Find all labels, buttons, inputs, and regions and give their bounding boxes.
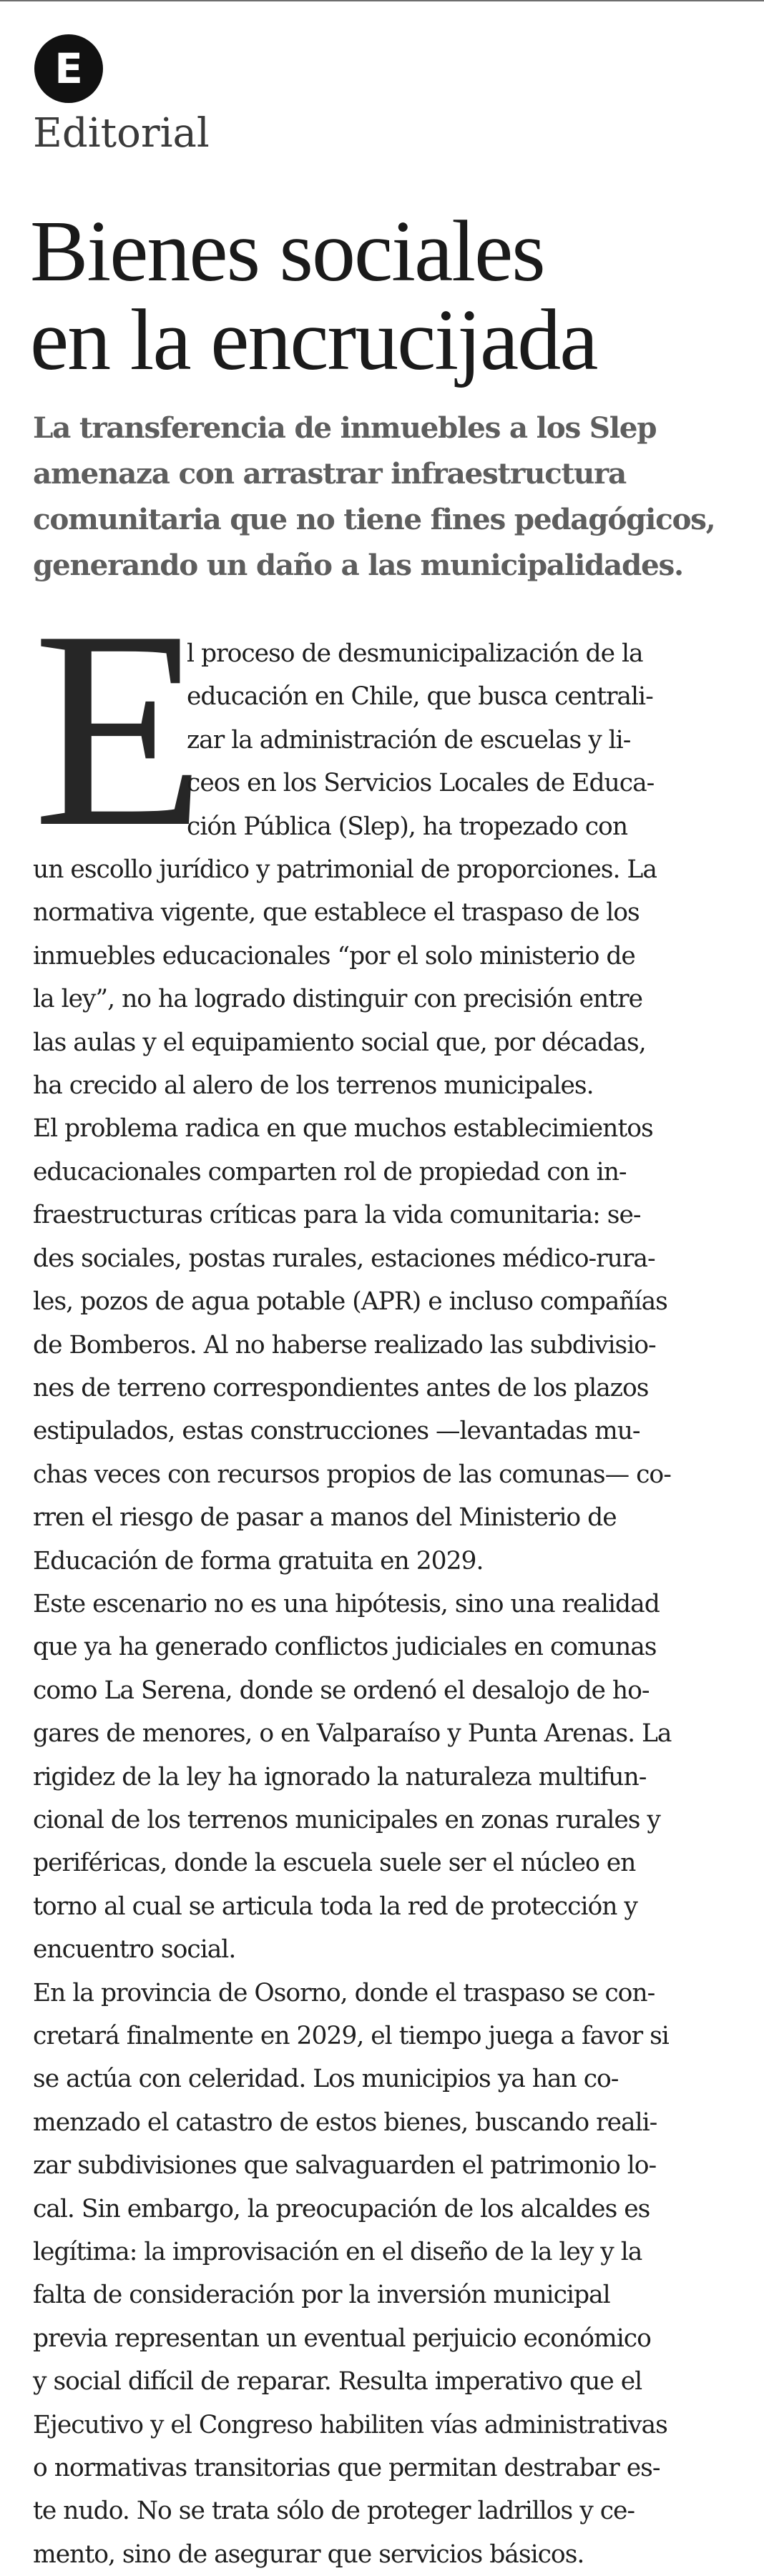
section-badge: E bbox=[34, 34, 103, 103]
body-line: rigidez de la ley ha ignorado la naturaleza multifun- bbox=[33, 1762, 647, 1791]
body-line: educacionales comparten rol de propiedad con in- bbox=[33, 1157, 627, 1186]
body-line: ción Pública (Slep), ha tropezado con bbox=[187, 812, 628, 841]
body-line: torno al cual se articula toda la red de protección y bbox=[33, 1892, 637, 1921]
body-line: ceos en los Servicios Locales de Educa- bbox=[187, 769, 655, 798]
body-line: zar subdivisiones que salvaguarden el patrimonio lo- bbox=[33, 2151, 657, 2181]
body-line: como La Serena, donde se ordenó el desalojo de ho- bbox=[33, 1676, 650, 1705]
body-line: estipulados, estas construcciones —levantadas mu- bbox=[33, 1417, 640, 1446]
body-line: chas veces con recursos propios de las comunas— co- bbox=[33, 1460, 671, 1489]
body-line: inmuebles educacionales “por el solo ministerio de bbox=[33, 941, 635, 970]
body-line: falta de consideración por la inversión municipal bbox=[33, 2281, 610, 2310]
body-line: las aulas y el equipamiento social que, por décadas, bbox=[33, 1028, 646, 1057]
deck-line: generando un daño a las municipalidades. bbox=[33, 548, 683, 582]
body-line: legítima: la improvisación en el diseño de la ley y la bbox=[33, 2238, 642, 2267]
body-line: El problema radica en que muchos establecimientos bbox=[33, 1114, 653, 1144]
body-line: Educación de forma gratuita en 2029. bbox=[33, 1546, 484, 1575]
section-label: Editorial bbox=[33, 110, 210, 157]
body-line: les, pozos de agua potable (APR) e incluso compañías bbox=[33, 1287, 667, 1317]
deck-line: La transferencia de inmuebles a los Slep bbox=[33, 411, 657, 445]
body-line: gares de menores, o en Valparaíso y Punta Arenas. La bbox=[33, 1719, 672, 1749]
body-line: fraestructuras críticas para la vida comunitaria: se- bbox=[33, 1201, 641, 1230]
top-rule bbox=[0, 0, 764, 1]
body-line: En la provincia de Osorno, donde el traspaso se con- bbox=[33, 1978, 655, 2007]
deck-line: amenaza con arrastrar infraestructura bbox=[33, 456, 626, 491]
body-line: de Bomberos. Al no haberse realizado las subdivisio- bbox=[33, 1330, 656, 1360]
body-line: menzado el catastro de estos bienes, buscando reali- bbox=[33, 2108, 657, 2137]
deck bbox=[33, 405, 755, 588]
body-line: nes de terreno correspondientes antes de los plazos bbox=[33, 1373, 649, 1402]
body-line: des sociales, postas rurales, estaciones médico-rura- bbox=[33, 1244, 655, 1273]
body-line: periféricas, donde la escuela suele ser el núcleo en bbox=[33, 1849, 636, 1878]
body-line: educación en Chile, que busca centrali- bbox=[187, 682, 653, 712]
drop-cap: E bbox=[33, 573, 206, 885]
body-line: cal. Sin embargo, la preocupación de los alcaldes es bbox=[33, 2194, 650, 2223]
body-line: Este escenario no es una hipótesis, sino una realidad bbox=[33, 1589, 660, 1618]
headline bbox=[30, 203, 745, 388]
body-line: Ejecutivo y el Congreso habiliten vías administrativas bbox=[33, 2410, 667, 2439]
body-line: cretará finalmente en 2029, el tiempo juega a favor si bbox=[33, 2022, 669, 2050]
headline-line: Bienes sociales bbox=[30, 203, 544, 300]
deck-line: comunitaria que no tiene fines pedagógicos, bbox=[33, 502, 715, 536]
body-line: mento, sino de asegurar que servicios básicos. bbox=[33, 2540, 584, 2569]
body-line: l proceso de desmunicipalización de la bbox=[187, 639, 643, 668]
article-body bbox=[33, 632, 755, 2576]
body-line: normativa vigente, que establece el traspaso de los bbox=[33, 898, 640, 928]
body-line: se actúa con celeridad. Los municipios ya han co- bbox=[33, 2065, 619, 2094]
body-line: previa representan un eventual perjuicio económico bbox=[33, 2324, 651, 2353]
body-line: zar la administración de escuelas y li- bbox=[187, 725, 631, 754]
body-line: te nudo. No se trata sólo de proteger ladrillos y ce- bbox=[33, 2497, 635, 2526]
body-line: un escollo jurídico y patrimonial de proporciones. La bbox=[33, 855, 657, 885]
headline-line: en la encrucijada bbox=[30, 292, 597, 388]
body-line: encuentro social. bbox=[33, 1935, 236, 1965]
body-line: ha crecido al alero de los terrenos municipales. bbox=[33, 1071, 594, 1101]
body-line: o normativas transitorias que permitan destrabar es- bbox=[33, 2454, 660, 2483]
body-line: la ley”, no ha logrado distinguir con precisión entre bbox=[33, 985, 643, 1014]
body-line: que ya ha generado conflictos judiciales en comunas bbox=[33, 1633, 657, 1662]
body-line: y social difícil de reparar. Resulta imperativo que el bbox=[33, 2367, 642, 2396]
body-line: rren el riesgo de pasar a manos del Ministerio de bbox=[33, 1503, 617, 1533]
body-line: cional de los terrenos municipales en zonas rurales y bbox=[33, 1805, 660, 1834]
